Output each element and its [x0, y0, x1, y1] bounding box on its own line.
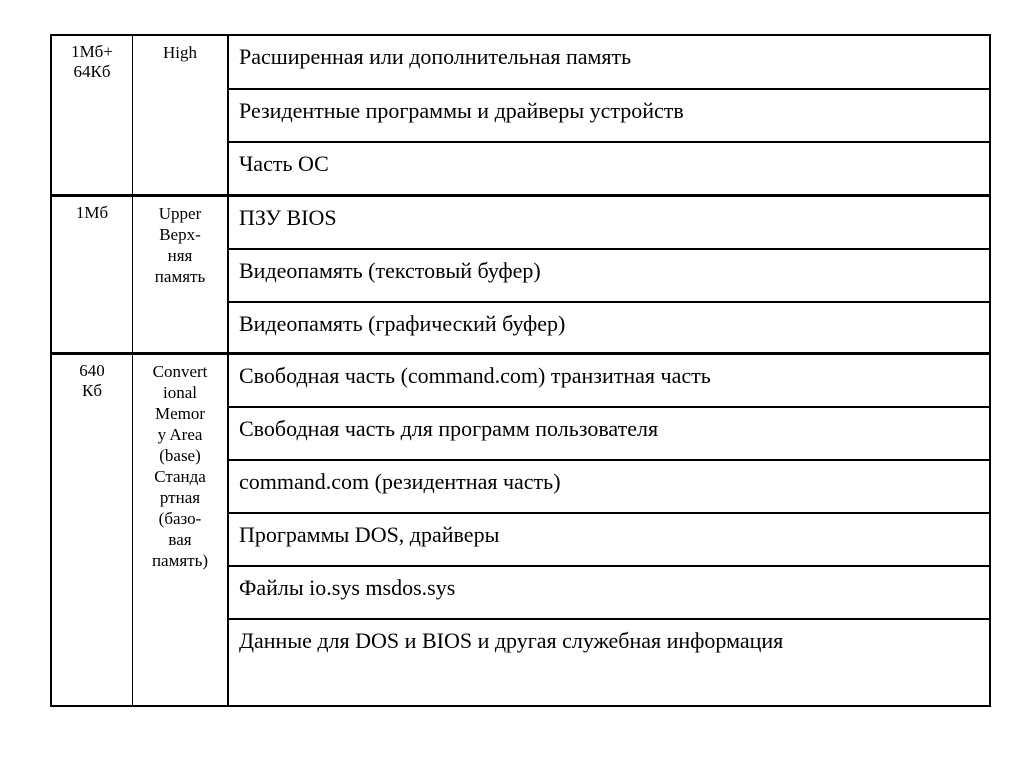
area-cell — [133, 197, 229, 355]
memory-item: Видеопамять (графический буфер) — [239, 311, 566, 336]
size-line: 64Кб — [73, 62, 111, 81]
size-line: Кб — [82, 381, 102, 400]
area-line: ional — [163, 383, 197, 402]
area-line: Upper — [158, 204, 202, 223]
size-line: 1Мб — [75, 203, 109, 222]
memory-item: Свободная часть для программ пользователя — [229, 408, 989, 461]
area-line: Memor — [154, 404, 206, 423]
area-line: (базо- — [158, 509, 202, 528]
memory-item: Программы DOS, драйверы — [229, 514, 989, 567]
items-column — [229, 197, 989, 355]
area-line: память — [154, 267, 206, 286]
memory-map-table — [50, 34, 991, 707]
area-line: Convert — [152, 362, 208, 381]
items-column — [229, 36, 989, 197]
memory-item: Резидентные программы и драйверы устройств — [229, 90, 989, 143]
area-line: память) — [151, 551, 209, 570]
area-line: Верх- — [159, 225, 201, 244]
memory-item: Видеопамять (текстовый буфер) — [229, 250, 989, 303]
size-line: 640 — [79, 361, 105, 380]
section-high-memory — [52, 36, 989, 197]
area-line: ртная — [159, 488, 201, 507]
memory-item: command.com (резидентная часть) — [229, 461, 989, 514]
section-conventional-memory — [52, 352, 989, 707]
area-line: Станда — [154, 467, 206, 486]
memory-item: Данные для DOS и BIOS и другая служебная информация — [239, 628, 784, 653]
area-cell — [133, 355, 229, 707]
area-line: High — [163, 43, 197, 62]
size-cell — [52, 355, 133, 707]
size-line: 1Мб+ — [71, 42, 113, 61]
memory-item: Свободная часть (command.com) транзитная часть — [229, 355, 989, 408]
section-upper-memory — [52, 194, 989, 355]
memory-item: Расширенная или дополнительная память — [229, 36, 989, 90]
memory-item: ПЗУ BIOS — [229, 197, 989, 250]
size-cell — [52, 36, 133, 197]
items-column — [229, 355, 989, 707]
area-cell — [133, 36, 229, 197]
memory-item: Файлы io.sys msdos.sys — [229, 567, 989, 620]
area-line: няя — [167, 246, 193, 265]
memory-item: Часть ОС — [239, 151, 329, 176]
area-line: (base) — [159, 446, 201, 465]
area-line: y Area — [157, 425, 203, 444]
area-line: вая — [168, 530, 192, 549]
size-cell — [52, 197, 133, 355]
